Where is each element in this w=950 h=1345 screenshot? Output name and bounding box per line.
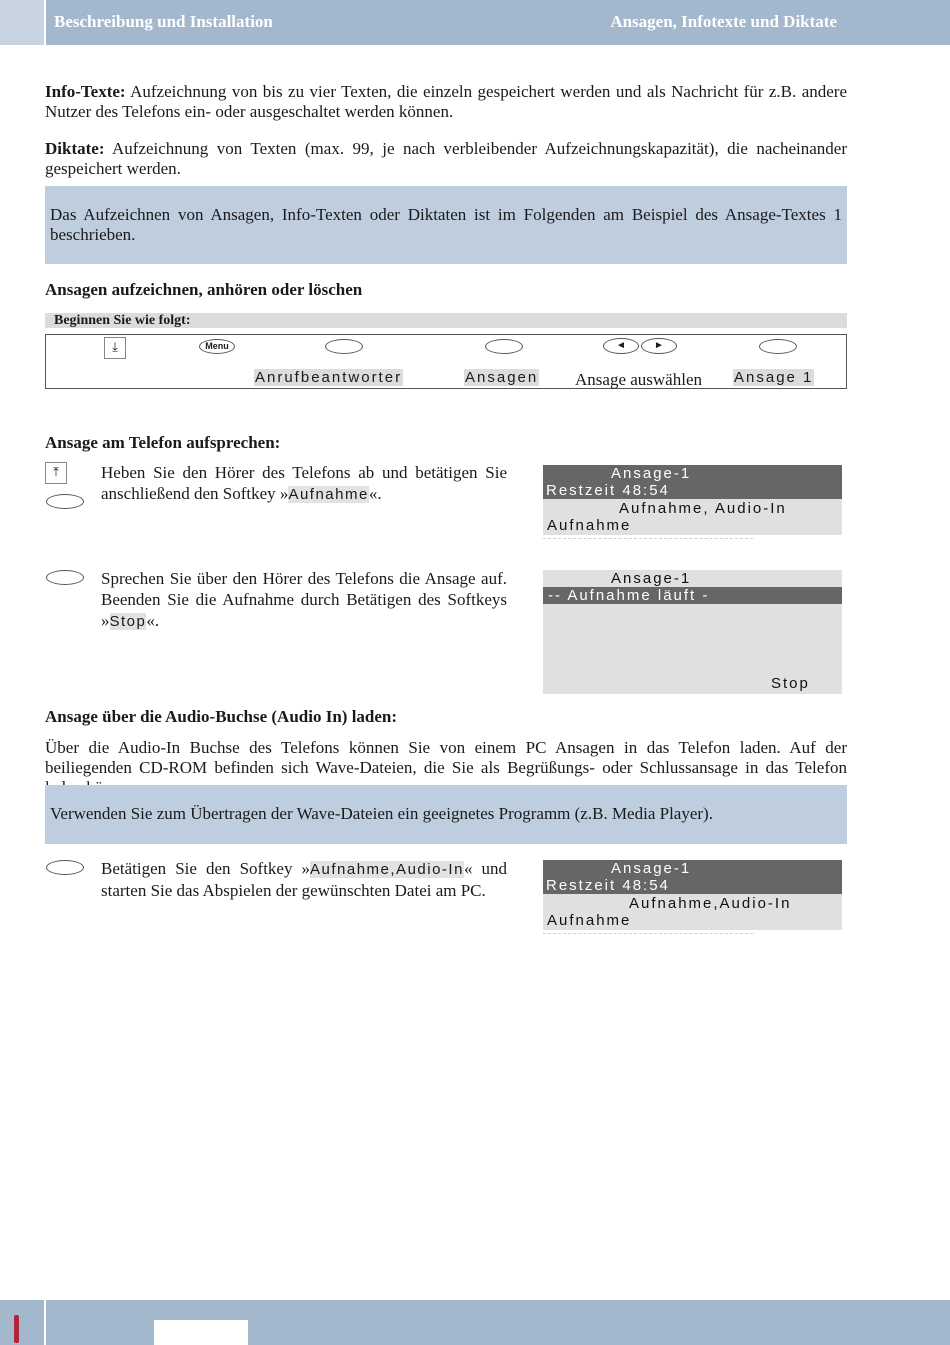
step-label-ansage-1: Ansage 1 xyxy=(734,369,814,386)
step-sequence-box xyxy=(45,334,847,389)
step-label-anrufbeantworter: Anrufbeantworter xyxy=(255,369,403,386)
display-divider xyxy=(543,538,753,539)
display-line-aufnahme: Aufnahme xyxy=(547,912,632,929)
softkey-icon xyxy=(46,860,84,875)
info-texte-text: Aufzeichnung von bis zu vier Texten, die einzeln gespeichert werden und als Nachricht für z.B. andere Nutzer des Telefons ein- oder ausgeschaltet werden können. xyxy=(45,82,847,121)
step-text-audio-in xyxy=(101,858,507,901)
display-line-restzeit: Restzeit 48:54 xyxy=(543,877,842,894)
diktate-label: Diktate: xyxy=(45,139,105,158)
display-divider xyxy=(543,933,753,934)
arrow-right-icon: ► xyxy=(641,338,677,354)
display-line-restzeit: Restzeit 48:54 xyxy=(543,482,842,499)
step-text-part: Heben Sie den Hörer des Telefons ab und betätigen Sie anschließend den Softkey » xyxy=(101,463,507,503)
begin-label: Beginnen Sie wie folgt: xyxy=(54,313,191,328)
menu-key-icon: Menu xyxy=(199,339,235,354)
step-label-ansage-auswaehlen: Ansage auswählen xyxy=(575,370,702,389)
step-text-part: « und starten Sie das Abspielen der gewünschten Datei am PC. xyxy=(101,859,507,900)
section-heading-audio-in: Ansage über die Audio-Buchse (Audio In) laden: xyxy=(45,707,398,726)
phone-handset-icon: ⤓ xyxy=(104,337,126,359)
info-texte-label: Info-Texte: xyxy=(45,82,126,101)
softkey-icon-3 xyxy=(759,339,797,354)
softkey-icon-2 xyxy=(485,339,523,354)
section-heading-aufzeichnen: Ansagen aufzeichnen, anhören oder löschen xyxy=(45,280,363,299)
phone-display-2 xyxy=(543,570,842,694)
display-line-title: Ansage-1 xyxy=(543,465,842,482)
header-corner-box xyxy=(0,0,44,45)
display-line-softkeys: Aufnahme, Audio-In xyxy=(619,500,787,517)
display-line-aufnahme: Aufnahme xyxy=(547,517,632,534)
step-label-ansagen: Ansagen xyxy=(465,369,539,386)
softkey-icon xyxy=(46,494,84,509)
phone-handset-icon: ⤒ xyxy=(45,462,67,484)
footer-page-box xyxy=(154,1320,248,1345)
phone-display-3 xyxy=(543,860,842,930)
section-heading-aufsprechen: Ansage am Telefon aufsprechen: xyxy=(45,433,281,452)
softkey-name-audio-in: Aufnahme,Audio-In xyxy=(310,861,464,878)
diktate-paragraph xyxy=(45,139,847,179)
note-text-2: Verwenden Sie zum Übertragen der Wave-Dateien ein geeignetes Programm (z.B. Media Player). xyxy=(50,804,713,823)
step-text-part: Betätigen Sie den Softkey » xyxy=(101,859,311,878)
step-text-stop xyxy=(101,568,507,632)
note-text-1: Das Aufzeichnen von Ansagen, Info-Texten oder Diktaten ist im Folgenden am Beispiel des Ansage-Textes 1 beschrieben. xyxy=(50,205,842,244)
softkey-name-stop: Stop xyxy=(109,613,147,630)
diktate-text: Aufzeichnung von Texten (max. 99, je nach verbleibender Aufzeichnungskapazität), die nacheinander gespeichert werden. xyxy=(45,139,847,178)
info-marker-icon xyxy=(14,1315,19,1343)
display-line-title: Ansage-1 xyxy=(543,860,842,877)
header-left-title: Beschreibung und Installation xyxy=(54,12,273,31)
note-box-2 xyxy=(45,785,847,844)
display-line-title: Ansage-1 xyxy=(611,570,692,587)
softkey-icon xyxy=(46,570,84,585)
softkey-icon-1 xyxy=(325,339,363,354)
audio-in-paragraph: Über die Audio-In Buchse des Telefons können Sie von einem PC Ansagen in das Telefon laden. Auf der beiliegenden CD-ROM befinden sich Wave-Dateien, die Sie als Begrüßungs- oder Schlussansage in das Telefon xyxy=(45,738,847,777)
info-texte-paragraph xyxy=(45,82,847,122)
softkey-name-aufnahme: Aufnahme xyxy=(288,486,369,503)
begin-bar xyxy=(45,313,847,328)
step-text-aufnahme xyxy=(101,462,507,505)
step-text-part: «. xyxy=(146,611,160,630)
phone-display-1 xyxy=(543,465,842,535)
display-softkey-stop: Stop xyxy=(771,675,810,692)
step-text-part: «. xyxy=(368,484,382,503)
note-box-1 xyxy=(45,186,847,264)
display-line-softkeys: Aufnahme,Audio-In xyxy=(629,895,792,912)
header-right-title: Ansagen, Infotexte und Diktate xyxy=(610,12,837,31)
display-line-status: -- Aufnahme läuft - xyxy=(543,587,842,604)
step-text-part: Sprechen Sie über den Hörer des Telefons die Ansage auf. Beenden Sie die Aufnahme durch Betätigen des Softkeys » xyxy=(101,569,507,630)
footer-corner-box xyxy=(0,1300,44,1345)
arrow-left-icon: ◄ xyxy=(603,338,639,354)
